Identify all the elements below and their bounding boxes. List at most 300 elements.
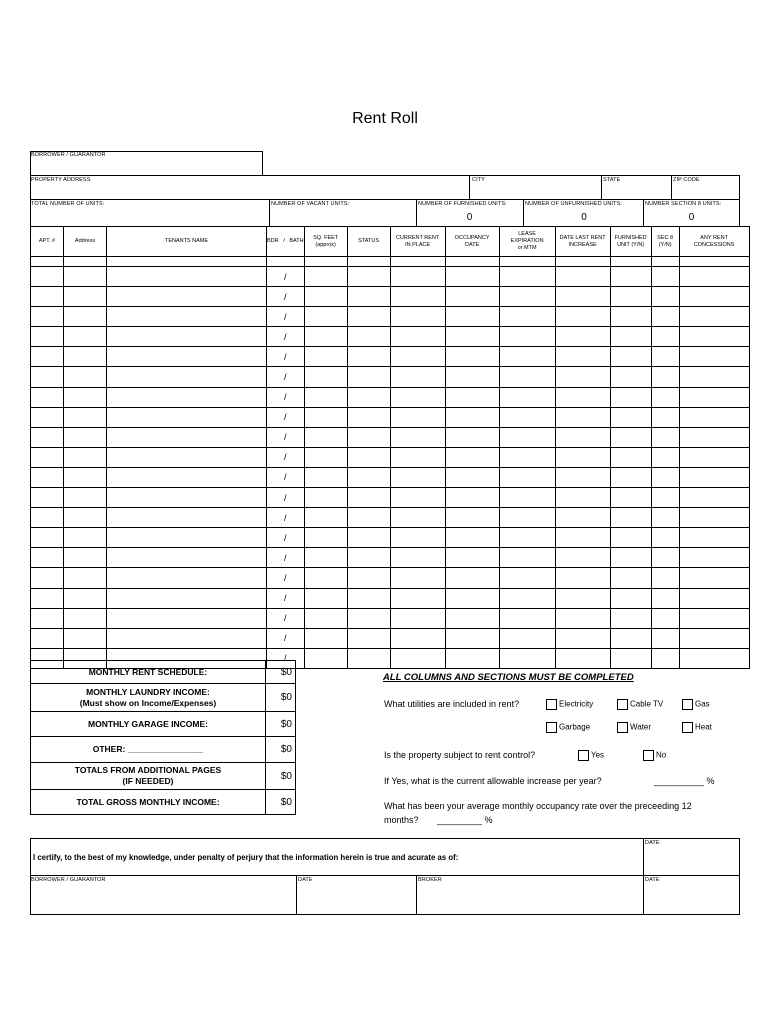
- table-cell[interactable]: [679, 407, 749, 427]
- table-cell[interactable]: [107, 628, 267, 648]
- table-cell[interactable]: [347, 588, 390, 608]
- table-cell[interactable]: [64, 427, 107, 447]
- table-cell[interactable]: [651, 367, 679, 387]
- gross-amount[interactable]: $0: [266, 790, 296, 815]
- table-cell[interactable]: [610, 427, 651, 447]
- table-cell[interactable]: [107, 347, 267, 367]
- table-cell[interactable]: [107, 407, 267, 427]
- gas-checkbox[interactable]: [682, 699, 693, 710]
- table-cell[interactable]: [651, 307, 679, 327]
- water-option[interactable]: [617, 722, 651, 733]
- table-cell[interactable]: [555, 588, 610, 608]
- table-cell[interactable]: [651, 588, 679, 608]
- cert-borrower-label[interactable]: BORROWER / GUARANTOR: [31, 877, 106, 883]
- table-cell[interactable]: [31, 548, 64, 568]
- table-cell[interactable]: [304, 287, 347, 307]
- bdr-bath-cell[interactable]: /: [267, 648, 305, 668]
- table-cell[interactable]: [555, 608, 610, 628]
- table-cell[interactable]: [555, 548, 610, 568]
- bdr-bath-cell[interactable]: /: [267, 588, 305, 608]
- table-cell[interactable]: [445, 548, 499, 568]
- table-cell[interactable]: [107, 568, 267, 588]
- table-cell[interactable]: [445, 257, 499, 267]
- table-cell[interactable]: [31, 367, 64, 387]
- table-cell[interactable]: [347, 407, 390, 427]
- table-cell[interactable]: [107, 387, 267, 407]
- bdr-bath-cell[interactable]: /: [267, 568, 305, 588]
- increase-input[interactable]: __________ %: [654, 776, 715, 786]
- table-cell[interactable]: [555, 508, 610, 528]
- table-cell[interactable]: [347, 628, 390, 648]
- table-cell[interactable]: [304, 588, 347, 608]
- table-cell[interactable]: [499, 407, 555, 427]
- table-cell[interactable]: [679, 528, 749, 548]
- table-cell[interactable]: [390, 327, 445, 347]
- table-cell[interactable]: [347, 447, 390, 467]
- other-amount[interactable]: $0: [266, 737, 296, 763]
- table-cell[interactable]: [651, 488, 679, 508]
- table-cell[interactable]: [107, 307, 267, 327]
- table-cell[interactable]: [679, 508, 749, 528]
- table-cell[interactable]: [499, 467, 555, 487]
- table-cell[interactable]: [304, 347, 347, 367]
- table-cell[interactable]: [107, 287, 267, 307]
- table-cell[interactable]: [107, 327, 267, 347]
- table-cell[interactable]: [347, 387, 390, 407]
- table-cell[interactable]: [31, 307, 64, 327]
- table-cell[interactable]: [64, 267, 107, 287]
- cert-date-label[interactable]: DATE: [298, 877, 313, 883]
- bdr-bath-cell[interactable]: /: [267, 447, 305, 467]
- bdr-bath-cell[interactable]: /: [267, 407, 305, 427]
- table-cell[interactable]: [499, 267, 555, 287]
- table-cell[interactable]: [347, 347, 390, 367]
- table-cell[interactable]: [445, 608, 499, 628]
- bdr-bath-cell[interactable]: /: [267, 608, 305, 628]
- table-cell[interactable]: [445, 508, 499, 528]
- table-cell[interactable]: [499, 447, 555, 467]
- table-cell[interactable]: [107, 467, 267, 487]
- bdr-bath-cell[interactable]: /: [267, 548, 305, 568]
- table-cell[interactable]: [555, 628, 610, 648]
- table-cell[interactable]: [445, 387, 499, 407]
- table-cell[interactable]: [304, 427, 347, 447]
- gas-option[interactable]: [682, 699, 710, 710]
- table-cell[interactable]: [64, 528, 107, 548]
- table-cell[interactable]: [31, 508, 64, 528]
- table-cell[interactable]: [390, 387, 445, 407]
- table-cell[interactable]: [107, 427, 267, 447]
- table-cell[interactable]: [107, 548, 267, 568]
- table-cell[interactable]: [107, 367, 267, 387]
- table-cell[interactable]: [651, 467, 679, 487]
- table-cell[interactable]: [64, 508, 107, 528]
- table-cell[interactable]: [651, 648, 679, 668]
- table-cell[interactable]: [555, 307, 610, 327]
- table-cell[interactable]: [651, 407, 679, 427]
- table-cell[interactable]: [679, 347, 749, 367]
- table-cell[interactable]: [445, 307, 499, 327]
- table-cell[interactable]: [610, 327, 651, 347]
- no-checkbox[interactable]: [643, 750, 654, 761]
- table-cell[interactable]: [107, 528, 267, 548]
- table-cell[interactable]: [64, 488, 107, 508]
- table-cell[interactable]: [64, 387, 107, 407]
- table-cell[interactable]: [31, 257, 64, 267]
- garage-amount[interactable]: $0: [266, 712, 296, 737]
- table-cell[interactable]: [651, 287, 679, 307]
- table-cell[interactable]: [499, 347, 555, 367]
- table-cell[interactable]: [304, 548, 347, 568]
- table-cell[interactable]: [107, 267, 267, 287]
- table-cell[interactable]: [555, 568, 610, 588]
- table-cell[interactable]: [390, 467, 445, 487]
- table-cell[interactable]: [651, 568, 679, 588]
- table-cell[interactable]: [64, 307, 107, 327]
- table-cell[interactable]: [555, 427, 610, 447]
- table-cell[interactable]: [390, 528, 445, 548]
- garbage-option[interactable]: [546, 722, 590, 733]
- table-cell[interactable]: [347, 307, 390, 327]
- table-cell[interactable]: [651, 447, 679, 467]
- table-cell[interactable]: [679, 367, 749, 387]
- table-cell[interactable]: [679, 568, 749, 588]
- table-cell[interactable]: [610, 648, 651, 668]
- table-cell[interactable]: [445, 347, 499, 367]
- table-cell[interactable]: [499, 528, 555, 548]
- table-cell[interactable]: [679, 608, 749, 628]
- table-cell[interactable]: [445, 568, 499, 588]
- table-cell[interactable]: [555, 528, 610, 548]
- table-cell[interactable]: [64, 447, 107, 467]
- table-cell[interactable]: [304, 257, 347, 267]
- table-cell[interactable]: [390, 367, 445, 387]
- table-cell[interactable]: [31, 628, 64, 648]
- table-cell[interactable]: [390, 488, 445, 508]
- table-cell[interactable]: [445, 488, 499, 508]
- heat-checkbox[interactable]: [682, 722, 693, 733]
- cable-checkbox[interactable]: [617, 699, 628, 710]
- table-cell[interactable]: [347, 257, 390, 267]
- table-cell[interactable]: [390, 588, 445, 608]
- table-cell[interactable]: [64, 608, 107, 628]
- table-cell[interactable]: [679, 488, 749, 508]
- table-cell[interactable]: [347, 568, 390, 588]
- rent-control-yes[interactable]: [578, 750, 604, 761]
- table-cell[interactable]: [555, 267, 610, 287]
- table-cell[interactable]: [651, 267, 679, 287]
- table-cell[interactable]: [31, 327, 64, 347]
- table-cell[interactable]: [679, 548, 749, 568]
- bdr-bath-cell[interactable]: /: [267, 467, 305, 487]
- table-cell[interactable]: [499, 257, 555, 267]
- table-cell[interactable]: [651, 548, 679, 568]
- table-cell[interactable]: [610, 608, 651, 628]
- table-cell[interactable]: [347, 327, 390, 347]
- table-cell[interactable]: [304, 447, 347, 467]
- table-cell[interactable]: [610, 447, 651, 467]
- table-cell[interactable]: [499, 548, 555, 568]
- table-cell[interactable]: [555, 327, 610, 347]
- table-cell[interactable]: [31, 287, 64, 307]
- table-cell[interactable]: [31, 488, 64, 508]
- table-cell[interactable]: [610, 347, 651, 367]
- bdr-bath-cell[interactable]: /: [267, 427, 305, 447]
- table-cell[interactable]: [445, 588, 499, 608]
- table-cell[interactable]: [610, 367, 651, 387]
- electricity-option[interactable]: [546, 699, 593, 710]
- table-cell[interactable]: [390, 447, 445, 467]
- table-cell[interactable]: [107, 588, 267, 608]
- table-cell[interactable]: [31, 568, 64, 588]
- table-cell[interactable]: [31, 528, 64, 548]
- heat-option[interactable]: [682, 722, 712, 733]
- table-cell[interactable]: [304, 648, 347, 668]
- table-cell[interactable]: [304, 467, 347, 487]
- table-cell[interactable]: [445, 367, 499, 387]
- table-cell[interactable]: [347, 287, 390, 307]
- table-cell[interactable]: [304, 367, 347, 387]
- table-cell[interactable]: [555, 257, 610, 267]
- table-cell[interactable]: [499, 367, 555, 387]
- table-cell[interactable]: [390, 347, 445, 367]
- table-cell[interactable]: [555, 387, 610, 407]
- table-cell[interactable]: [651, 427, 679, 447]
- table-cell[interactable]: [445, 528, 499, 548]
- table-cell[interactable]: [555, 367, 610, 387]
- table-cell[interactable]: [347, 608, 390, 628]
- table-cell[interactable]: [304, 568, 347, 588]
- table-cell[interactable]: [610, 267, 651, 287]
- table-cell[interactable]: [31, 427, 64, 447]
- totals-amount[interactable]: $0: [266, 763, 296, 790]
- table-cell[interactable]: [347, 508, 390, 528]
- table-cell[interactable]: [390, 648, 445, 668]
- table-cell[interactable]: [499, 327, 555, 347]
- table-cell[interactable]: [107, 608, 267, 628]
- table-cell[interactable]: [390, 568, 445, 588]
- table-cell[interactable]: [499, 488, 555, 508]
- table-cell[interactable]: [445, 628, 499, 648]
- table-cell[interactable]: [555, 488, 610, 508]
- table-cell[interactable]: [31, 407, 64, 427]
- table-cell[interactable]: [610, 628, 651, 648]
- bdr-bath-cell[interactable]: /: [267, 488, 305, 508]
- table-cell[interactable]: [267, 257, 305, 267]
- garbage-checkbox[interactable]: [546, 722, 557, 733]
- table-cell[interactable]: [304, 407, 347, 427]
- table-cell[interactable]: [31, 347, 64, 367]
- cert-date-label-2[interactable]: DATE: [645, 877, 660, 883]
- borrower-field[interactable]: [30, 151, 263, 175]
- bdr-bath-cell[interactable]: /: [267, 347, 305, 367]
- table-cell[interactable]: [499, 588, 555, 608]
- table-cell[interactable]: [651, 528, 679, 548]
- yes-checkbox[interactable]: [578, 750, 589, 761]
- table-cell[interactable]: [555, 447, 610, 467]
- table-cell[interactable]: [304, 628, 347, 648]
- table-cell[interactable]: [445, 287, 499, 307]
- cable-option[interactable]: [617, 699, 663, 710]
- table-cell[interactable]: [304, 508, 347, 528]
- table-cell[interactable]: [107, 447, 267, 467]
- table-cell[interactable]: [304, 267, 347, 287]
- table-cell[interactable]: [499, 628, 555, 648]
- table-cell[interactable]: [64, 588, 107, 608]
- table-cell[interactable]: [31, 387, 64, 407]
- table-cell[interactable]: [610, 588, 651, 608]
- table-cell[interactable]: [390, 548, 445, 568]
- bdr-bath-cell[interactable]: /: [267, 367, 305, 387]
- table-cell[interactable]: [390, 407, 445, 427]
- table-cell[interactable]: [651, 347, 679, 367]
- table-cell[interactable]: [499, 387, 555, 407]
- bdr-bath-cell[interactable]: /: [267, 307, 305, 327]
- table-cell[interactable]: [304, 327, 347, 347]
- table-cell[interactable]: [347, 367, 390, 387]
- table-cell[interactable]: [610, 287, 651, 307]
- table-cell[interactable]: [347, 548, 390, 568]
- table-cell[interactable]: [347, 488, 390, 508]
- table-cell[interactable]: [555, 407, 610, 427]
- table-cell[interactable]: [679, 257, 749, 267]
- table-cell[interactable]: [347, 267, 390, 287]
- table-cell[interactable]: [64, 327, 107, 347]
- table-cell[interactable]: [679, 588, 749, 608]
- table-cell[interactable]: [445, 327, 499, 347]
- table-cell[interactable]: [499, 608, 555, 628]
- table-cell[interactable]: [390, 307, 445, 327]
- table-cell[interactable]: [499, 307, 555, 327]
- table-cell[interactable]: [64, 548, 107, 568]
- table-cell[interactable]: [304, 307, 347, 327]
- table-cell[interactable]: [679, 447, 749, 467]
- table-cell[interactable]: [64, 568, 107, 588]
- rent-control-no[interactable]: [643, 750, 666, 761]
- table-cell[interactable]: [679, 628, 749, 648]
- table-cell[interactable]: [64, 347, 107, 367]
- table-cell[interactable]: [651, 387, 679, 407]
- table-cell[interactable]: [555, 347, 610, 367]
- table-cell[interactable]: [390, 628, 445, 648]
- bdr-bath-cell[interactable]: /: [267, 528, 305, 548]
- table-cell[interactable]: [499, 427, 555, 447]
- table-cell[interactable]: [555, 467, 610, 487]
- table-cell[interactable]: [64, 628, 107, 648]
- table-cell[interactable]: [610, 568, 651, 588]
- table-cell[interactable]: [347, 427, 390, 447]
- table-cell[interactable]: [679, 287, 749, 307]
- table-cell[interactable]: [679, 427, 749, 447]
- table-cell[interactable]: [610, 407, 651, 427]
- laundry-amount[interactable]: $0: [266, 684, 296, 712]
- cert-broker-label[interactable]: BROKER: [418, 877, 442, 883]
- table-cell[interactable]: [347, 528, 390, 548]
- table-cell[interactable]: [499, 508, 555, 528]
- electricity-checkbox[interactable]: [546, 699, 557, 710]
- table-cell[interactable]: [390, 508, 445, 528]
- bdr-bath-cell[interactable]: /: [267, 267, 305, 287]
- monthly-rent-amount[interactable]: $0: [266, 661, 296, 684]
- table-cell[interactable]: [679, 267, 749, 287]
- table-cell[interactable]: [304, 387, 347, 407]
- table-cell[interactable]: [390, 427, 445, 447]
- table-cell[interactable]: [445, 267, 499, 287]
- table-cell[interactable]: [610, 467, 651, 487]
- other-label[interactable]: OTHER: ________________: [31, 737, 266, 763]
- table-cell[interactable]: [64, 407, 107, 427]
- table-cell[interactable]: [610, 307, 651, 327]
- table-cell[interactable]: [499, 287, 555, 307]
- table-cell[interactable]: [679, 327, 749, 347]
- bdr-bath-cell[interactable]: /: [267, 327, 305, 347]
- table-cell[interactable]: [64, 257, 107, 267]
- table-cell[interactable]: [445, 407, 499, 427]
- table-cell[interactable]: [304, 528, 347, 548]
- table-cell[interactable]: [347, 648, 390, 668]
- table-cell[interactable]: [347, 467, 390, 487]
- table-cell[interactable]: [390, 267, 445, 287]
- table-cell[interactable]: [610, 508, 651, 528]
- table-cell[interactable]: [651, 327, 679, 347]
- table-cell[interactable]: [107, 508, 267, 528]
- table-cell[interactable]: [107, 257, 267, 267]
- table-cell[interactable]: [651, 608, 679, 628]
- table-cell[interactable]: [651, 628, 679, 648]
- table-cell[interactable]: [555, 648, 610, 668]
- water-checkbox[interactable]: [617, 722, 628, 733]
- table-cell[interactable]: [390, 608, 445, 628]
- table-cell[interactable]: [679, 467, 749, 487]
- table-cell[interactable]: [445, 467, 499, 487]
- bdr-bath-cell[interactable]: /: [267, 508, 305, 528]
- table-cell[interactable]: [390, 257, 445, 267]
- table-cell[interactable]: [64, 467, 107, 487]
- table-cell[interactable]: [679, 648, 749, 668]
- table-cell[interactable]: [31, 267, 64, 287]
- table-cell[interactable]: [107, 488, 267, 508]
- table-cell[interactable]: [31, 447, 64, 467]
- table-cell[interactable]: [610, 387, 651, 407]
- table-cell[interactable]: [499, 568, 555, 588]
- table-cell[interactable]: [445, 447, 499, 467]
- table-cell[interactable]: [31, 588, 64, 608]
- table-cell[interactable]: [304, 488, 347, 508]
- table-cell[interactable]: [499, 648, 555, 668]
- table-cell[interactable]: [610, 548, 651, 568]
- table-cell[interactable]: [610, 257, 651, 267]
- bdr-bath-cell[interactable]: /: [267, 628, 305, 648]
- table-cell[interactable]: [445, 648, 499, 668]
- table-cell[interactable]: [679, 307, 749, 327]
- table-cell[interactable]: [610, 528, 651, 548]
- table-cell[interactable]: [679, 387, 749, 407]
- table-cell[interactable]: [64, 367, 107, 387]
- bdr-bath-cell[interactable]: /: [267, 287, 305, 307]
- table-cell[interactable]: [304, 608, 347, 628]
- table-cell[interactable]: [651, 508, 679, 528]
- table-cell[interactable]: [610, 488, 651, 508]
- table-cell[interactable]: [31, 608, 64, 628]
- table-cell[interactable]: [390, 287, 445, 307]
- table-cell[interactable]: [31, 467, 64, 487]
- occupancy-input[interactable]: _________ %: [437, 815, 493, 825]
- table-cell[interactable]: [445, 427, 499, 447]
- bdr-bath-cell[interactable]: /: [267, 387, 305, 407]
- table-cell[interactable]: [651, 257, 679, 267]
- table-cell[interactable]: [64, 287, 107, 307]
- table-cell[interactable]: [555, 287, 610, 307]
